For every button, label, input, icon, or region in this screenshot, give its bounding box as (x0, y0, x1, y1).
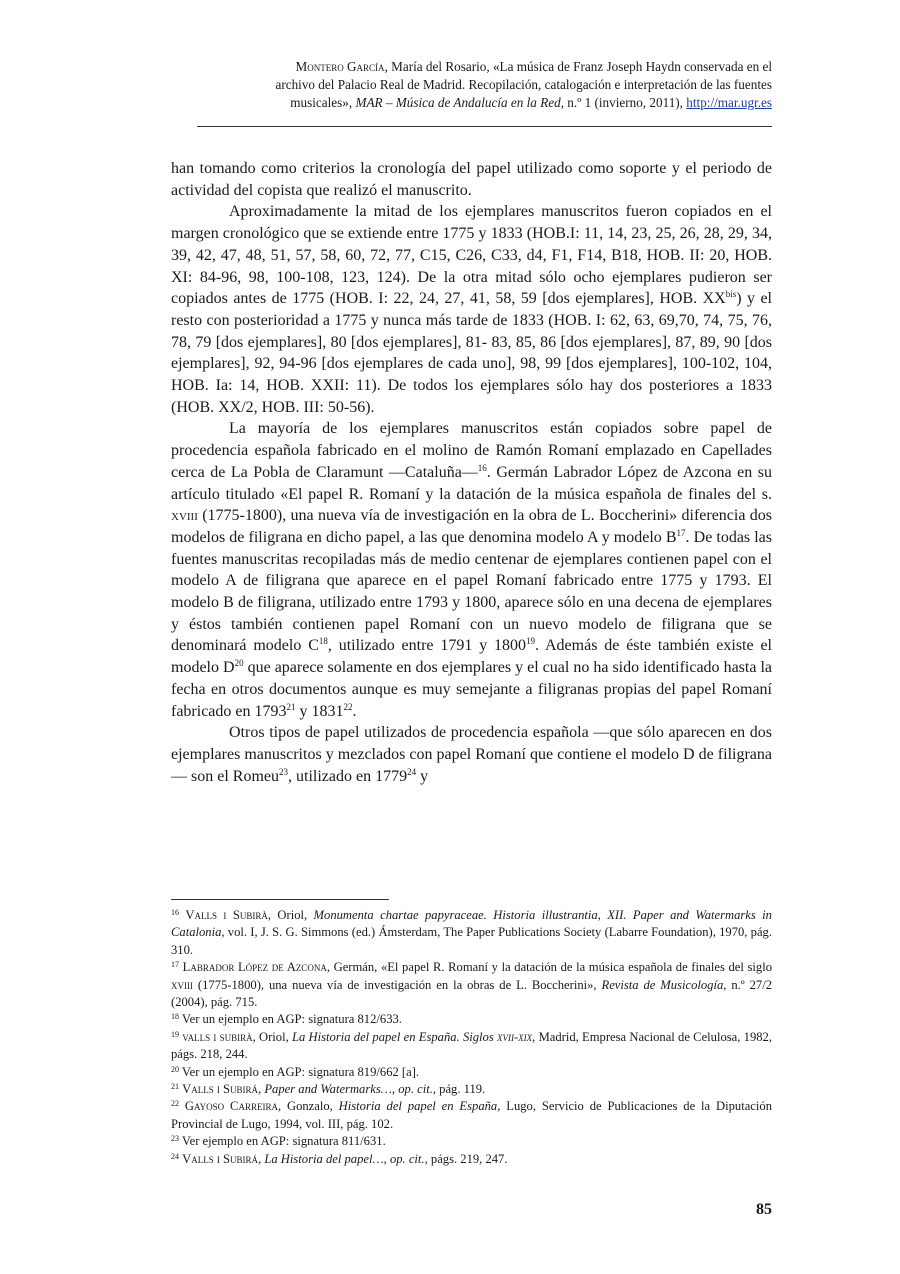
footnote-16: $^{16}$ Valls i Subirà, Oriol, Monumenta chartae papyraceae. Historia illustrantia, XII. Paper and Watermarks in Catalonia, vol. I, J. S. G. Simmons (ed.) Ámsterdam, The Paper Publications Society (Labarre Foundation), 1970, pág. 310. (171, 908, 772, 957)
footnote-21: $^{21}$ Valls i Subirá, Paper and Watermarks…, op. cit., pág. 119. (171, 1082, 486, 1097)
footnote-22: $^{22}$ Gayoso Carreira, Gonzalo, Historia del papel en España, Lugo, Servicio de Publicaciones de la Diputación Provincial de Lugo, 1994, vol. III, pág. 102. (171, 1099, 772, 1131)
footnotes (171, 907, 772, 1168)
header-rule (197, 126, 772, 127)
footnote-ref-21[interactable]: 21 (286, 701, 296, 712)
footnote-18: $^{18}$ Ver un ejemplo en AGP: signatura 812/633. (171, 1012, 402, 1027)
footnote-20: $^{20}$ Ver un ejemplo en AGP: signatura 819/662 [a]. (171, 1064, 420, 1079)
header-line3-post: , n.º 1 (invierno, 2011), (560, 95, 687, 110)
paragraph-1: han tomando como criterios la cronología del papel utilizado como soporte y el periodo de actividad del copista que realizó el manuscrito. (171, 160, 772, 199)
running-header (172, 58, 772, 112)
footnote-ref-24[interactable]: 24 (407, 766, 417, 777)
body-text (171, 158, 772, 787)
footnote-ref-22[interactable]: 22 (343, 701, 353, 712)
footnote-17: $^{17}$ Labrador López de Azcona, Germán, «El papel R. Romaní y la datación de la música española de finales del siglo xviii (1775-1800), una nueva vía de investigación en la obras de L. Boccherini», Revista de Musicología, n.º 27/2 (2004), pág. 715. (171, 960, 773, 1010)
header-line3-pre: musicales», (290, 95, 356, 110)
header-url-link[interactable]: http://mar.ugr.es (686, 95, 772, 110)
superscript-bis: bis (725, 289, 737, 300)
paragraph-4: Otros tipos de papel utilizados de procedencia española —que sólo aparecen en dos ejemplares manuscritos y mezclados con papel Romaní que contiene el modelo D de filigrana— son el Romeu$^{23}$, utilizado en 1779$^{24}$ y (171, 724, 772, 785)
paragraph-3: La mayoría de los ejemplares manuscritos están copiados sobre papel de procedencia española fabricado en el molino de Ramón Romaní emplazado en Capellades cerca de La Pobla de Claramunt —Cataluña—$^{16}$. Germán Labrador López de Azcona en su artículo titulado «El papel R. Romaní y la datación de la música española de finales del s. xviii (1775-1800), una nueva vía de investigación en la obra de L. Boccherini» diferencia dos modelos de filigrana en dicho papel, a las que denomina modelo A y modelo $B^{17}$. De todas las fuentes manuscritas recopiladas más de medio centenar de ejemplares contienen papel con el modelo A de filigrana que aparece en el papel Romaní fabricado entre 1775 y 1793. El modelo B de filigrana, utilizado entre 1793 y 1800, aparece sólo en una decena de ejemplares y éstos también contienen papel Romaní con un nuevo modelo de filigrana que se denominará modelo $C^{18}$, utilizado entre 1791 y 1800$^{19}$. Además de éste también existe el modelo $D^{20}$ que aparece solamente en dos ejemplares y el cual no ha sido identificado hasta la fecha en otros documentos aunque es muy semejante a filigranas propias del papel Romaní fabricado en 1793$^{21}$ y 1831$^{22}$. (171, 420, 773, 720)
paragraph-2: Aproximadamente la mitad de los ejemplares manuscritos fueron copiados en el margen cronológico que se extiende entre 1775 y 1833 (HOB.I: 11, 14, 23, 25, 26, 28, 29, 34, 39, 42, 47, 48, 51, 57, 58, 60, 72, 77, C15, C26, C33, d4, F1, F14, B18, HOB. II: 20, HOB. XI: 84-96, 98, 100-108, 123, 124). De la otra mitad sólo ocho ejemplares pudieron ser copiados antes de 1775 (HOB. I: 22, 24, 27, 41, 58, 59 [dos ejemplares], HOB. $XX^{bis}$) y el resto con posterioridad a 1775 y nunca más tarde de 1833 (HOB. I: 62, 63, 69,70, 74, 75, 76, 78, 79 [dos ejemplares], 80 [dos ejemplares], 81- 83, 85, 86 [dos ejemplares], 87, 89, 90 [dos ejemplares], 92, 94-96 [dos ejemplares de cada uno], 98, 99 [dos ejemplares], 100-102, 104, HOB. Ia: 14, HOB. XXII: 11). De todos los ejemplares sólo hay dos posteriores a 1833 (HOB. XX/2, HOB. III: 50-56). (171, 203, 772, 416)
page-number: 85 (756, 1201, 772, 1218)
header-line1: , María del Rosario, «La música de Franz Joseph Haydn conservada en el (384, 59, 772, 74)
footnote-ref-19[interactable]: 19 (526, 636, 536, 647)
header-line2: archivo del Palacio Real de Madrid. Recopilación, catalogación e interpretación de las fuentes (275, 77, 772, 92)
footnote-ref-20[interactable]: 20 (234, 658, 244, 669)
footnote-ref-17[interactable]: 17 (676, 527, 686, 538)
header-author: Montero García (295, 59, 385, 74)
footnote-19: $^{19}$ valls i subirà, Oriol, La Historia del papel en España. Siglos xvii-xix, Madrid, Empresa Nacional de Celulosa, 1982, págs. 218, 244. (171, 1029, 772, 1062)
footnote-ref-16[interactable]: 16 (477, 462, 487, 473)
footnote-rule (171, 899, 389, 900)
footnote-ref-18[interactable]: 18 (318, 636, 328, 647)
footnote-ref-23[interactable]: 23 (279, 766, 288, 777)
footnote-24: $^{24}$ Valls i Subirá, La Historia del papel…, op. cit., págs. 219, 247. (171, 1151, 508, 1166)
header-journal: MAR – Música de Andalucía en la Red (355, 95, 561, 110)
footnote-23: $^{23}$ Ver ejemplo en AGP: signatura 811/631. (171, 1134, 386, 1149)
